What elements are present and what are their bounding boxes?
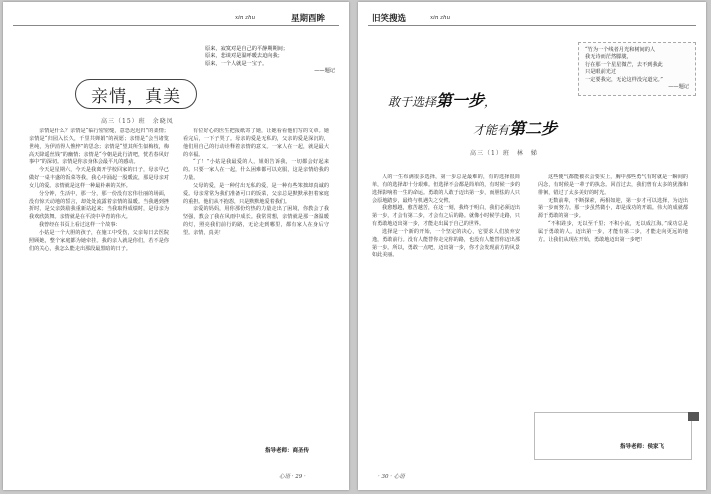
title-part: 才能有 (473, 123, 510, 137)
paragraph: 亲情是什么？亲情是“临行密密缝，意恐迟迟归”的柔情；亲情是“归园入长久，千里共婵娟”的祝愿；亲情是“会当诸览世纯，为伊消得人憔悴”的思念；亲情是“望其所生似梅枝，梅高天降遥丝钱”的幽情；亲情是“今朝是此行清吧，恍若春风好事中”的深切。亲情是你亲身体会最平凡的感动。 (29, 128, 169, 166)
decorative-square (688, 412, 699, 421)
left-page (3, 2, 349, 490)
article-title-box (75, 79, 197, 109)
poem-sign: ——题记 (668, 84, 689, 91)
paragraph: “了！”小姑是我最爱的人，姐姐告诉我，一切都会好起来的。只要一家人在一起，什么困难都可以克服，这是亲情给我的力量。 (183, 159, 329, 182)
paragraph: 亲爱的妈妈，用你那份灼热的力量走出了困境，你教会了我坚强，教会了我在风雨中成长。我常常想，亲情就是那一盏温暖的灯，照亮我们前行的路，无论走到哪里，都有家人在身后守望。亲情，真美！ (183, 206, 329, 236)
title-part: 敢于选择 (388, 95, 437, 109)
title-emphasis: 第一步 (436, 91, 485, 110)
article-column-2 (538, 174, 688, 400)
paragraph: 选择是一个新的开始，一个坚定的决心，它要求人们放弃安逸，勇敢前行。没有人能替你走完你的路，也没有人能替你迈出那第一步。所以，勇敢一点吧，迈出第一步，你才会发现前方的风景如此美丽。 (372, 228, 520, 259)
page-header (368, 12, 696, 26)
paragraph: 我曾经在书页上看过这样一个故事： (39, 222, 121, 229)
epigraph-sign: ——题记 (314, 68, 335, 75)
article-title-line-2 (473, 116, 557, 139)
paragraph: 人的一生布满很多选择，第一步总是最难的，有的选择很简单，有的选择却十分艰难。但选择不会都是简单的，有时候一步的选择影响着一生的命运。勇敢的人敢于迈出第一步，而胆怯的人只会原地踏步，最终与机遇失之交臂。 (372, 174, 520, 204)
poem-line: 我无诗而茫然朦胧， (585, 54, 632, 61)
article-column-2 (183, 128, 329, 438)
header-pinyin: xin zhu (235, 15, 256, 21)
paragraph: 我愈想越，愈苦越苦，在这一刻，我终于明白，我们必须迈出第一步，才会有第二步，才会有之后的路。就像小时候学走路，只有勇敢地迈出第一步，才能走出属于自己的世界。 (372, 205, 520, 228)
article-title-line-1 (388, 88, 496, 111)
paragraph: “不积跬步，无以至千里；不积小流，无以成江海。”成功总是属于勇敢的人。迈出第一步，才能有第二步，才能走向更远的地方。让我们从现在开始，勇敢地迈出第一步吧！ (538, 221, 688, 243)
article-column-1 (29, 128, 169, 446)
header-rule (368, 25, 696, 26)
poem-line: “竹为一个线者月光和树间的人 (585, 47, 656, 53)
epigraph-line: 原来，寂寞对是自己的平静期期间； (205, 46, 289, 52)
article-title: 亲情，真美 (91, 86, 181, 107)
title-emphasis: 第二步 (509, 119, 558, 138)
title-part: ， (484, 95, 497, 109)
poem-line: 一定要我完，无论这样没完道完。” (585, 76, 663, 83)
header-pinyin: xin zhu (430, 15, 451, 21)
header-section-title: 旧笑搜选 (372, 14, 407, 24)
paragraph: 无数前辈，不断探索，两相如迎，第一步才可以选择，为迈出第一步而努力。那一步虽然微小，却是成功的开端。伟大的成就都源于勇敢的第一步。 (538, 197, 688, 220)
right-page (358, 2, 706, 490)
paragraph: 今天是星期六，今天是我离开学校回家的日子，母亲早已做好一桌丰盛的饭菜等我，我心中涌起一股暖流，那是母亲对女儿的爱。亲情就是这样一种最朴素的关怀。 (29, 167, 169, 189)
advisor-credit: 指导老师：商圣传 (265, 448, 310, 454)
poem-line: 只是眼前光过 (585, 69, 617, 76)
epigraph (205, 46, 335, 76)
decorative-frame (534, 412, 692, 460)
poem-line: 行在那一个星星微芒，去不到我此 (585, 61, 663, 68)
page-footer: · 30 · 心语 (378, 474, 405, 480)
page-header (13, 12, 339, 26)
advisor-credit: 指导老师：侯家飞 (620, 444, 665, 450)
paragraph: 这些便气都能被衣会要实上，胸中那些勇气有时就是一瞬间的闪念，有时候是一辈子的执念。回首过去，我们曾有太多的犹豫和徘徊，错过了太多美好的时光。 (538, 174, 688, 196)
article-column-1 (372, 174, 520, 452)
article-byline: 高三（1）班 林 娣 (470, 150, 538, 157)
epigraph-poem (578, 42, 696, 96)
paragraph: 小姑是一个大胆的孩子，在施工中受伤，父亲每日去医院照顾她，整个家庭都为她牵挂。我的亲人就是你们，若不是你们的关心，我怎么能走出那段最黑暗的日子。 (29, 229, 169, 252)
paragraph: 分分钟，生活中，那一分，那一份没有宏伟壮丽的场面，没有惊天动地的誓言，却处处流露着亲情的温暖。当我遇到挫折时，是父亲鼓励我重新站起来；当我取得成绩时，是母亲为我欢欣鼓舞。亲情就是在平淡中孕育的伟大。 (29, 190, 169, 221)
epigraph-line: 原来，悲谈对是温呼暖去迫向我； (205, 53, 283, 60)
page-footer: 心语 · 29 · (279, 474, 306, 480)
header-section-title: 星期酉眸 (291, 14, 326, 24)
paragraph: 有位好心的医生把报纸寄了她，让她看看他们写的文章。她看完后，一下子哭了。母亲的爱是无私的，父亲的爱是深沉的，他们用自己的行动诠释着亲情的意义。一家人在一起，就是最大的幸福。 (183, 128, 329, 158)
article-byline: 高三（15）班 余晓凤 (101, 118, 174, 125)
paragraph: 父母的爱，是一种付出无私的爱，是一种有些笨拙却真诚的爱。母亲常常为我们准备可口的饭菜，父亲总是默默承担着家庭的重担。他们从不抱怨，只是默默地爱着我们。 (183, 182, 329, 205)
header-rule (13, 25, 339, 26)
epigraph-line: 原来，一个人就是一宝子。 (205, 60, 268, 67)
